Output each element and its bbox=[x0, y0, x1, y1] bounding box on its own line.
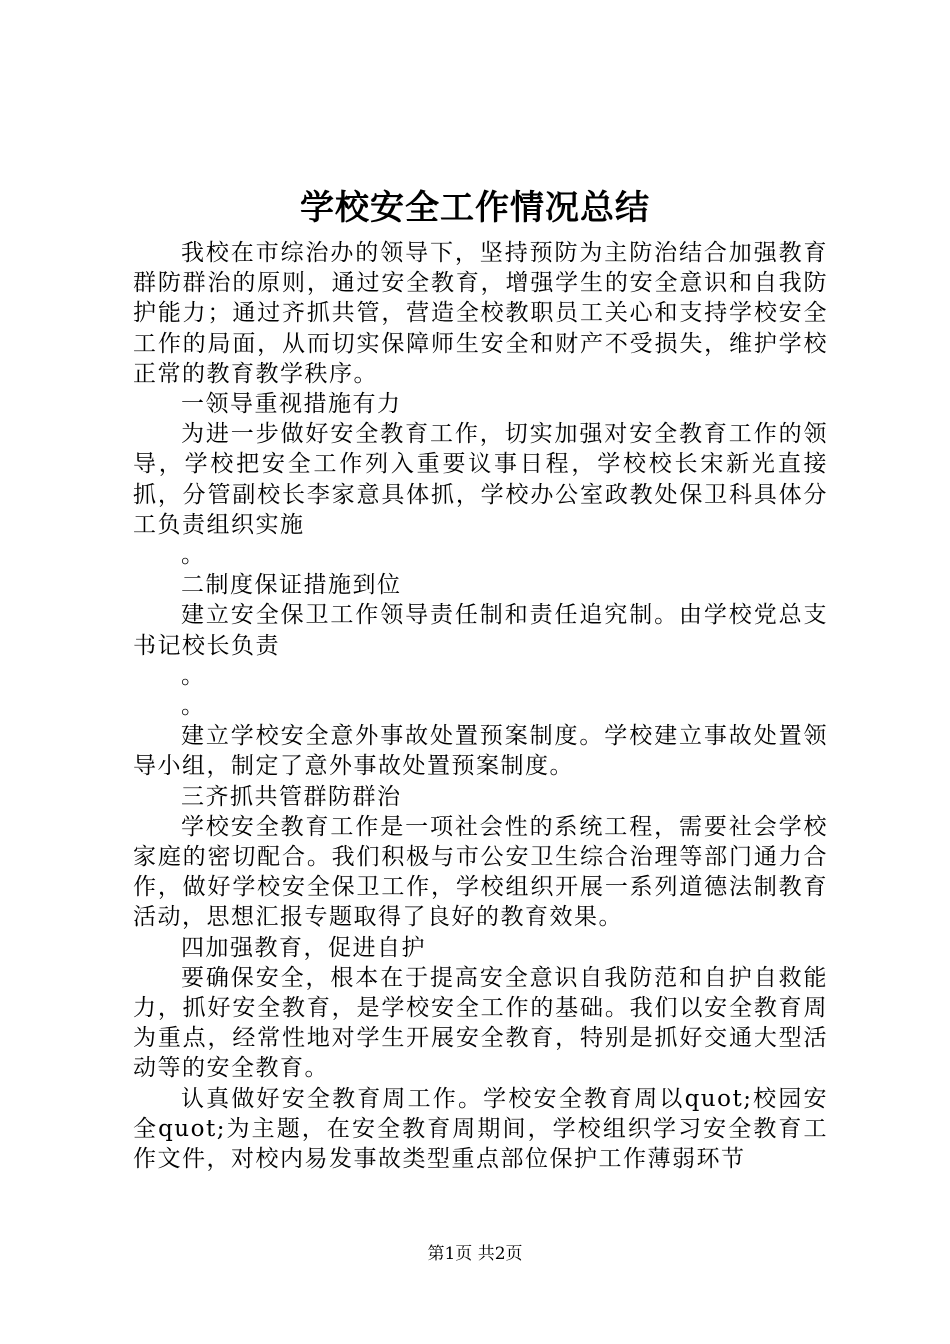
paragraph-section-1: 为进一步做好安全教育工作，切实加强对安全教育工作的领导，学校把安全工作列入重要议事日程，学校校长宋新光直接抓，分管副校长李家意具体抓，学校办公室政教处保卫科具体分工负责组织实施 bbox=[133, 421, 828, 538]
paragraph-punctuation: 。 bbox=[181, 542, 206, 569]
document-body bbox=[133, 238, 828, 1174]
document-title: 学校安全工作情况总结 bbox=[300, 188, 650, 228]
paragraph-section-2b: 建立学校安全意外事故处置预案制度。学校建立事故处置领导小组，制定了意外事故处置预案制度。 bbox=[133, 723, 828, 780]
paragraph-section-4b: 认真做好安全教育周工作。学校安全教育周以quot;校园安全quot;为主题，在安全教育周期间，学校组织学习安全教育工作文件，对校内易发事故类型重点部位保护工作薄弱环节 bbox=[133, 1085, 828, 1173]
section-heading-2: 二制度保证措施到位 bbox=[181, 572, 402, 599]
page-number-footer: 第1页 共2页 bbox=[427, 1244, 523, 1264]
paragraph-intro: 我校在市综治办的领导下，坚持预防为主防治结合加强教育群防群治的原则，通过安全教育，增强学生的安全意识和自我防护能力；通过齐抓共管，营造全校教职员工关心和支持学校安全工作的局面，从而切实保障师生安全和财产不受损失，维护学校正常的教育教学秩序。 bbox=[133, 240, 828, 387]
paragraph-section-4: 要确保安全，根本在于提高安全意识自我防范和自护自救能力，抓好安全教育，是学校安全工作的基础。我们以安全教育周为重点，经常性地对学生开展安全教育，特别是抓好交通大型活动等的安全教育。 bbox=[133, 964, 828, 1082]
paragraph-section-2: 建立安全保卫工作领导责任制和责任追究制。由学校党总支书记校长负责 bbox=[133, 602, 828, 659]
section-heading-1: 一领导重视措施有力 bbox=[181, 391, 402, 418]
paragraph-section-3: 学校安全教育工作是一项社会性的系统工程，需要社会学校家庭的密切配合。我们积极与市公安卫生综合治理等部门通力合作，做好学校安全保卫工作，学校组织开展一系列道德法制教育活动，思想汇报专题取得了良好的教育效果。 bbox=[133, 813, 828, 931]
section-heading-3: 三齐抓共管群防群治 bbox=[181, 783, 402, 810]
paragraph-punctuation: 。 bbox=[181, 693, 206, 720]
section-heading-4: 四加强教育，促进自护 bbox=[181, 934, 426, 961]
paragraph-punctuation: 。 bbox=[181, 662, 206, 689]
